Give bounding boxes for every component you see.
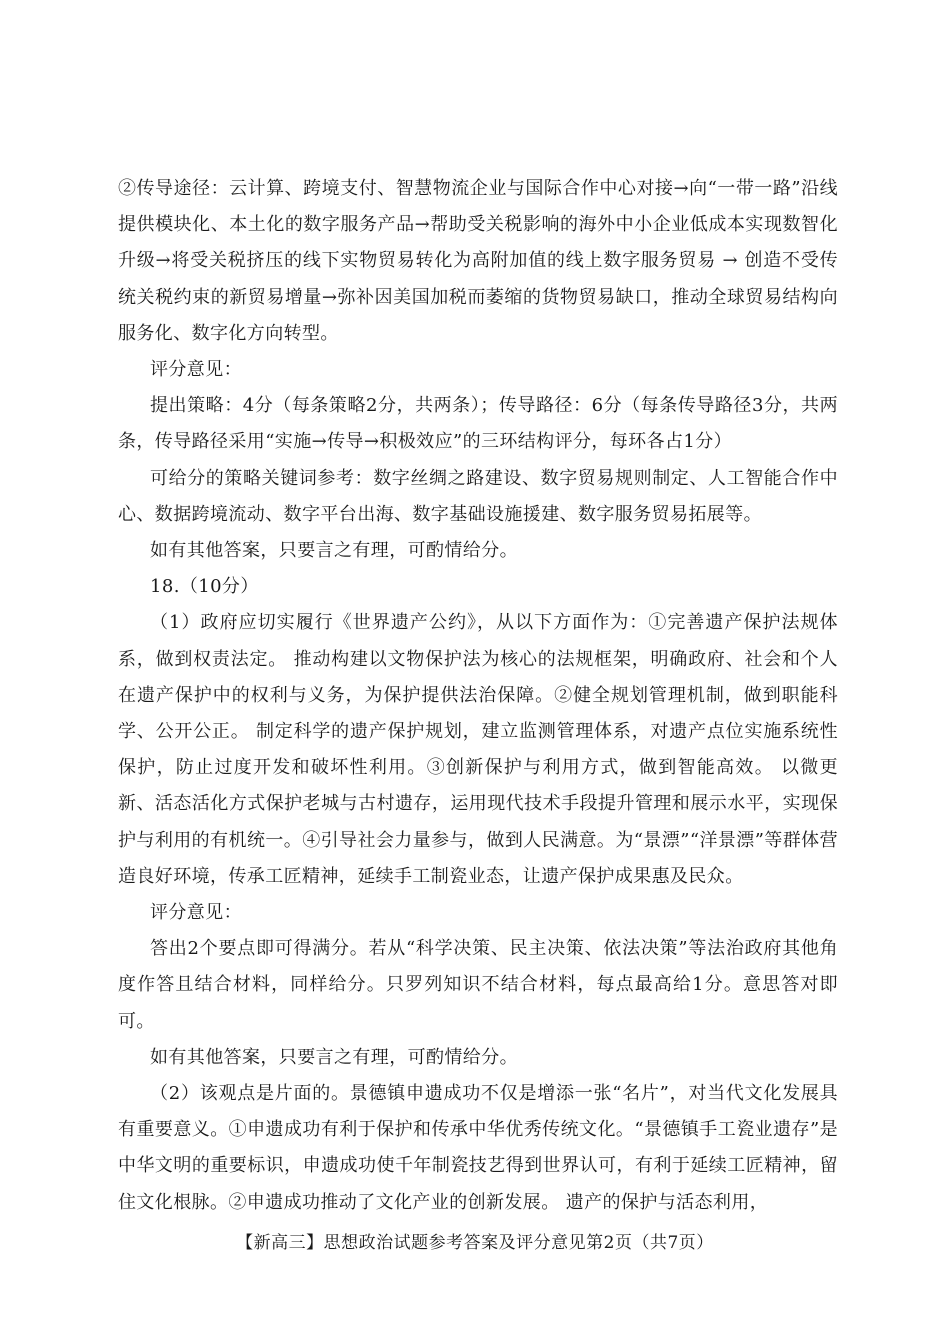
paragraph-scoring-heading-2: 评分意见： bbox=[150, 902, 242, 924]
paragraph-scoring-rules-1: 提出策略：4分（每条策略2分，共两条）；传导路径：6分（每条传导路径3分，共两条，传导路径采用“实施→传导→积极效应”的三环结构评分，每环各占1分） bbox=[118, 395, 838, 453]
page-footer: 【新高三】思想政治试题参考答案及评分意见第2页（共7页） bbox=[236, 1233, 714, 1253]
paragraph-scoring-rules-2: 答出2个要点即可得满分。若从“科学决策、民主决策、依法决策”等法治政府其他角度作答且结合材料，同样给分。只罗列知识不结合材料，每点最高给1分。意思答对即可。 bbox=[118, 938, 838, 1032]
paragraph-transmission-path: ②传导途径：云计算、跨境支付、智慧物流企业与国际合作中心对接→向“一带一路”沿线提供模块化、本土化的数字服务产品→帮助受关税影响的海外中小企业低成本实现数智化升级→将受关税挤压的线下实物贸易转化为高附加值的线上数字服务贸易 → 创造不受传统关税约束的新贸易增量→弥补因美国加税而萎缩的货物贸易缺口，推动全球贸易结构向服务化、数字化方向转型。 bbox=[118, 178, 838, 344]
paragraph-18-part-1: （1）政府应切实履行《世界遗产公约》，从以下方面作为：①完善遗产保护法规体系，做到权责法定。 推动构建以文物保护法为核心的法规框架，明确政府、社会和个人在遗产保护中的权利与义务，为保护提供法治保障。②健全规划管理机制，做到职能科学、公开公正。 制定科学的遗产保护规划，建立监测管理体系，对遗产点位实施系统性保护，防止过度开发和破坏性利用。③创新保护与利用方式，做到智能高效。 以微更新、活态活化方式保护老城与古村遗存，运用现代技术手段提升管理和展示水平，实现保护与利用的有机统一。④引导社会力量参与，做到人民满意。为“景漂”“洋景漂”等群体营造良好环境，传承工匠精神，延续手工制瓷业态，让遗产保护成果惠及民众。 bbox=[118, 612, 838, 887]
paragraph-keywords: 可给分的策略关键词参考：数字丝绸之路建设、数字贸易规则制定、人工智能合作中心、数据跨境流动、数字平台出海、数字基础设施援建、数字服务贸易拓展等。 bbox=[118, 467, 838, 525]
paragraph-other-answers-2: 如有其他答案，只要言之有理，可酌情给分。 bbox=[150, 1046, 518, 1068]
answer-body bbox=[118, 171, 838, 1221]
paragraph-other-answers-1: 如有其他答案，只要言之有理，可酌情给分。 bbox=[150, 540, 518, 562]
paragraph-18-part-2: （2）该观点是片面的。景德镇申遗成功不仅是增添一张“名片”，对当代文化发展具有重要意义。①申遗成功有利于保护和传承中华优秀传统文化。“景德镇手工瓷业遗存”是中华文明的重要标识，申遗成功使千年制瓷技艺得到世界认可，有利于延续工匠精神，留住文化根脉。②申遗成功推动了文化产业的创新发展。 遗产的保护与活态利用， bbox=[118, 1083, 838, 1213]
paragraph-scoring-heading-1: 评分意见： bbox=[150, 359, 242, 381]
question-18-heading: 18.（10分） bbox=[150, 576, 259, 598]
